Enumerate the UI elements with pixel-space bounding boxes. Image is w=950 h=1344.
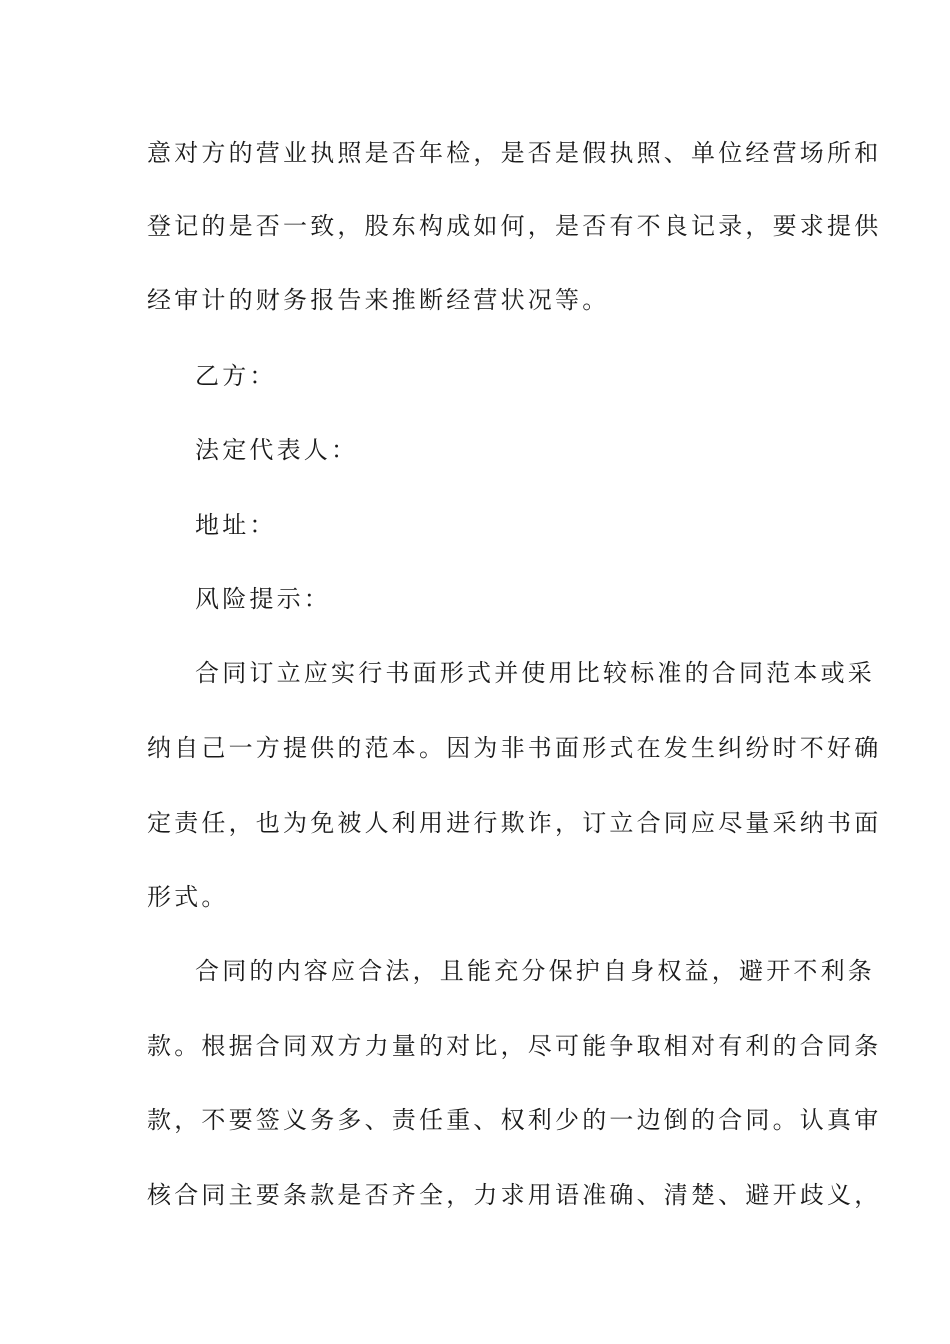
text-line: 合同订立应实行书面形式并使用比较标准的合同范本或采	[195, 659, 875, 687]
text-line: 意对方的营业执照是否年检，是否是假执照、单位经营场所和	[147, 139, 882, 167]
text-line: 登记的是否一致，股东构成如何，是否有不良记录，要求提供	[147, 212, 882, 240]
legal-representative-label: 法定代表人：	[195, 436, 359, 464]
address-label: 地址：	[195, 511, 277, 539]
text-line: 核合同主要条款是否齐全，力求用语准确、清楚、避开歧义，	[147, 1181, 882, 1209]
text-line: 形式。	[147, 883, 229, 911]
text-line: 定责任，也为免被人利用进行欺诈，订立合同应尽量采纳书面	[147, 809, 882, 837]
text-line: 款。根据合同双方力量的对比，尽可能争取相对有利的合同条	[147, 1032, 882, 1060]
text-line: 款，不要签义务多、责任重、权利少的一边倒的合同。认真审	[147, 1106, 882, 1134]
party-b-label: 乙方：	[195, 362, 277, 390]
risk-notice-heading: 风险提示：	[195, 585, 331, 613]
text-line: 经审计的财务报告来推断经营状况等。	[147, 286, 610, 314]
text-line: 纳自己一方提供的范本。因为非书面形式在发生纠纷时不好确	[147, 734, 882, 762]
text-line: 合同的内容应合法，且能充分保护自身权益，避开不利条	[195, 957, 875, 985]
